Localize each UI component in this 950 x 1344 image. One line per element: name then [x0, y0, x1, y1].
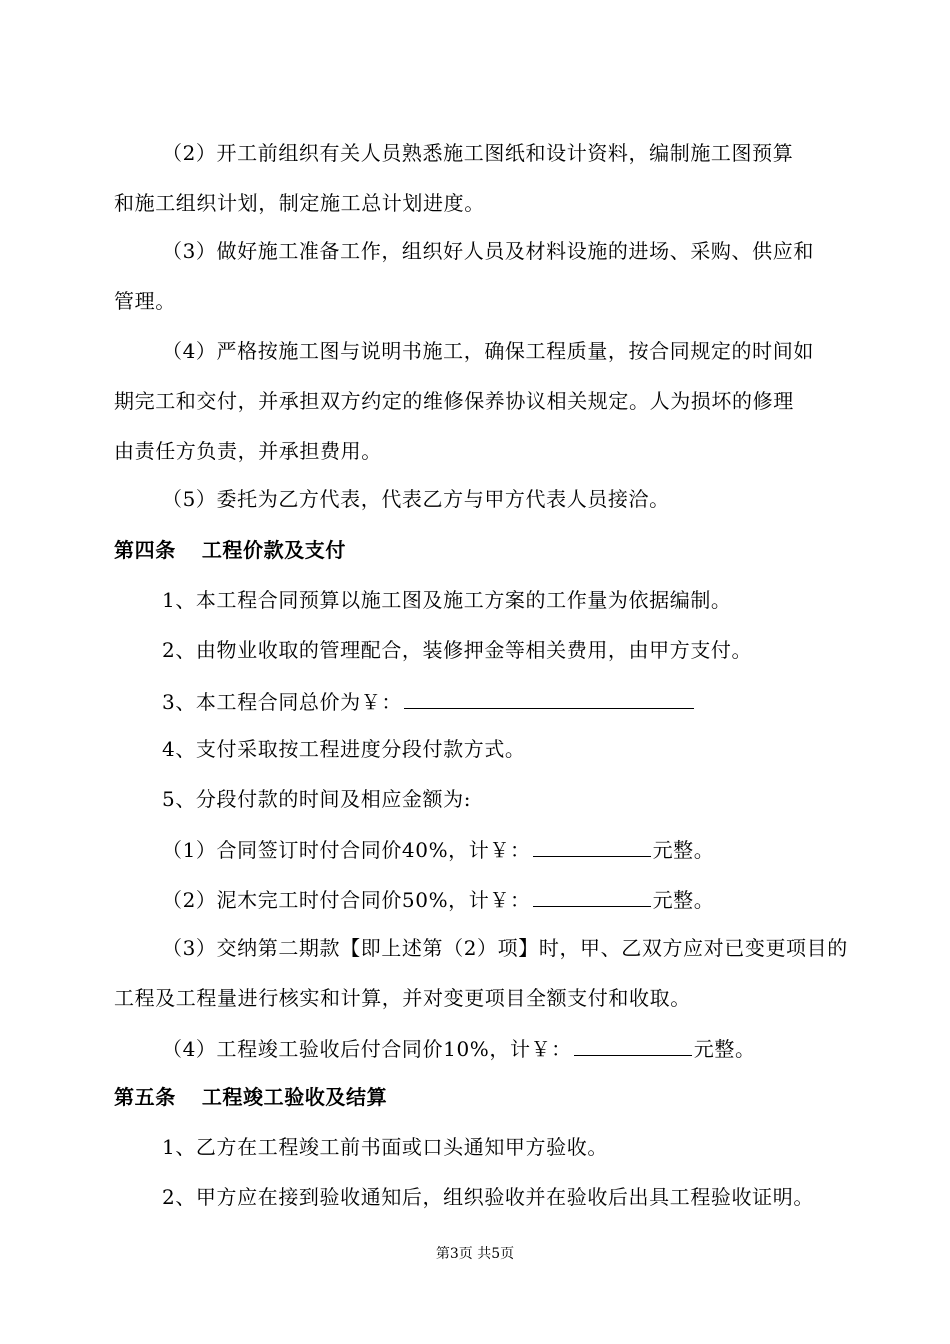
- payment-stage-4-label: （4）工程竣工验收后付合同价10%，计￥：: [162, 1037, 572, 1061]
- article-4-item-2: 2、由物业收取的管理配合，装修押金等相关费用，由甲方支付。: [162, 638, 753, 662]
- payment-stage-3-line-1: （3）交纳第二期款【即上述第（2）项】时，甲、乙双方应对已变更项目的: [162, 936, 848, 960]
- article-4-item-1: 1、本工程合同预算以施工图及施工方案的工作量为依据编制。: [162, 588, 732, 612]
- paragraph-line: 期完工和交付，并承担双方约定的维修保养协议相关规定。人为损坏的修理: [114, 389, 794, 413]
- payment-stage-1-blank[interactable]: [533, 834, 651, 857]
- payment-stage-2-suffix: 元整。: [652, 888, 715, 912]
- payment-stage-2-blank[interactable]: [533, 884, 651, 907]
- article-4-heading: [114, 536, 854, 564]
- payment-stage-2-label: （2）泥木完工时付合同价50%，计￥：: [162, 888, 531, 912]
- payment-stage-4-suffix: 元整。: [693, 1037, 756, 1061]
- paragraph-line: （4）严格按施工图与说明书施工，确保工程质量，按合同规定的时间如: [162, 339, 814, 363]
- payment-stage-4-blank[interactable]: [574, 1033, 692, 1056]
- paragraph-line: （5）委托为乙方代表，代表乙方与甲方代表人员接洽。: [162, 487, 670, 511]
- payment-stage-3-line-2: 工程及工程量进行核实和计算，并对变更项目全额支付和收取。: [114, 986, 691, 1010]
- paragraph-line: 管理。: [114, 289, 176, 313]
- payment-stage-1-label: （1）合同签订时付合同价40%，计￥：: [162, 838, 531, 862]
- paragraph-line: （2）开工前组织有关人员熟悉施工图纸和设计资料，编制施工图预算: [162, 141, 794, 165]
- payment-stage-4: [162, 1033, 902, 1063]
- paragraph-line: 由责任方负责，并承担费用。: [114, 439, 382, 463]
- article-4-title: 工程价款及支付: [201, 538, 347, 562]
- payment-stage-1: [162, 834, 902, 864]
- article-4-item-5: 5、分段付款的时间及相应金额为:: [162, 787, 472, 811]
- paragraph-line: （3）做好施工准备工作，组织好人员及材料设施的进场、采购、供应和: [162, 239, 814, 263]
- article-5-number: 第五条: [114, 1085, 176, 1109]
- payment-stage-1-suffix: 元整。: [652, 838, 715, 862]
- article-5-item-1: 1、乙方在工程竣工前书面或口头通知甲方验收。: [162, 1135, 608, 1159]
- article-4-item-3: [162, 686, 902, 716]
- page-number-footer: 第3页 共5页: [435, 1246, 515, 1262]
- total-price-label: 3、本工程合同总价为￥：: [162, 690, 402, 714]
- total-price-blank[interactable]: [404, 686, 694, 709]
- article-5-title: 工程竣工验收及结算: [201, 1085, 388, 1109]
- article-5-item-2: 2、甲方应在接到验收通知后，组织验收并在验收后出具工程验收证明。: [162, 1185, 814, 1209]
- article-5-heading: [114, 1083, 854, 1111]
- payment-stage-2: [162, 884, 902, 914]
- article-4-number: 第四条: [114, 538, 176, 562]
- paragraph-line: 和施工组织计划，制定施工总计划进度。: [114, 191, 485, 215]
- article-4-item-4: 4、支付采取按工程进度分段付款方式。: [162, 737, 526, 761]
